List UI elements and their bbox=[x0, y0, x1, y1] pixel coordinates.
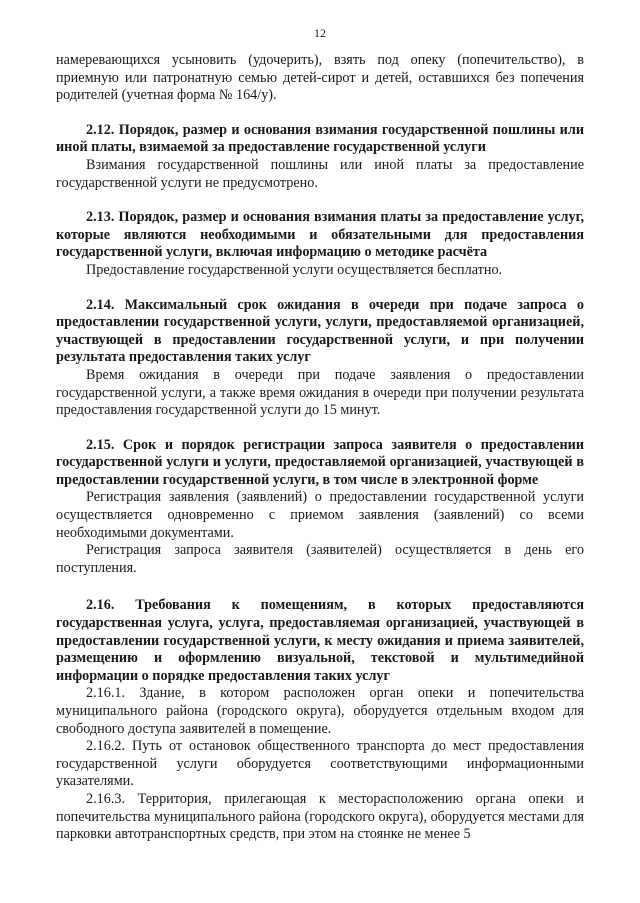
section-2-13-heading: 2.13. Порядок, размер и основания взимания платы за предоставление услуг, которые являются необходимыми и обязательными для предоставления государственной услуги, включая информацию о методике расчёта bbox=[56, 209, 584, 261]
section-2-14-heading: 2.14. Максимальный срок ожидания в очереди при подаче запроса о предоставлении государственной услуги, услуги, предоставляемой организацией, участвующей в предоставлении государственной услуги, и при получении результата предоставления таких услуг bbox=[56, 296, 584, 366]
section-2-14-body: Время ожидания в очереди при подаче заявления о предоставлении государственной услуги, а также время ожидания в очереди при получении результата предоставления государственной услуги до 15 минут. bbox=[56, 366, 584, 419]
page-number: 12 bbox=[314, 26, 326, 40]
section-2-16-3: 2.16.3. Территория, прилегающая к месторасположению органа опеки и попечительства муниципального района (городского округа), оборудуется местами для парковки автотранспортных средств, при этом на стоянке не менее 5 bbox=[56, 790, 584, 843]
section-2-15-body: Регистрация заявления (заявлений) о предоставлении государственной услуги осуществляется одновременно с приемом заявления (заявлений) со всеми необходимыми документами. bbox=[56, 489, 584, 541]
section-2-16-heading: 2.16. Требования к помещениям, в которых предоставляются государственная услуга, услуга, предоставляемая организацией, участвующей в предоставлении государственной услуги, к месту ожидания и приема заявителей, размещению и оформлению визуальной, текстовой и мультимедийной информации о порядке предоставления таких услуг bbox=[56, 597, 584, 684]
section-2-16-1: 2.16.1. Здание, в котором расположен орган опеки и попечительства муниципального района (городского округа), оборудуется отдельным входом для свободного доступа заявителей в помещение. bbox=[56, 685, 584, 737]
section-2-12-body: Взимания государственной пошлины или иной платы за предоставление государственной услуги не предусмотрено. bbox=[56, 156, 584, 191]
section-2-15-body-2: Регистрация запроса заявителя (заявителей) осуществляется в день его поступления. bbox=[56, 542, 584, 576]
intro-paragraph: намеревающихся усыновить (удочерить), взять под опеку (попечительство), в приемную или патронатную семью детей-сирот и детей, оставшихся без попечения родителей (учетная форма № 164/у). bbox=[56, 52, 584, 104]
document-content bbox=[56, 52, 584, 844]
section-2-15-heading: 2.15. Срок и порядок регистрации запроса заявителя о предоставлении государственной услуги и услуги, предоставляемой организацией, участвующей в предоставлении государственной услуги, в том числе в электронной форме bbox=[56, 436, 584, 488]
section-2-12-heading: 2.12. Порядок, размер и основания взимания государственной пошлины или иной платы, взимаемой за предоставление государственной услуги bbox=[56, 121, 584, 156]
section-2-13-body: Предоставление государственной услуги осуществляется бесплатно. bbox=[86, 261, 503, 278]
section-2-16-2: 2.16.2. Путь от остановок общественного транспорта до мест предоставления государственной услуги оборудуется соответствующими информационными указателями. bbox=[56, 738, 584, 790]
